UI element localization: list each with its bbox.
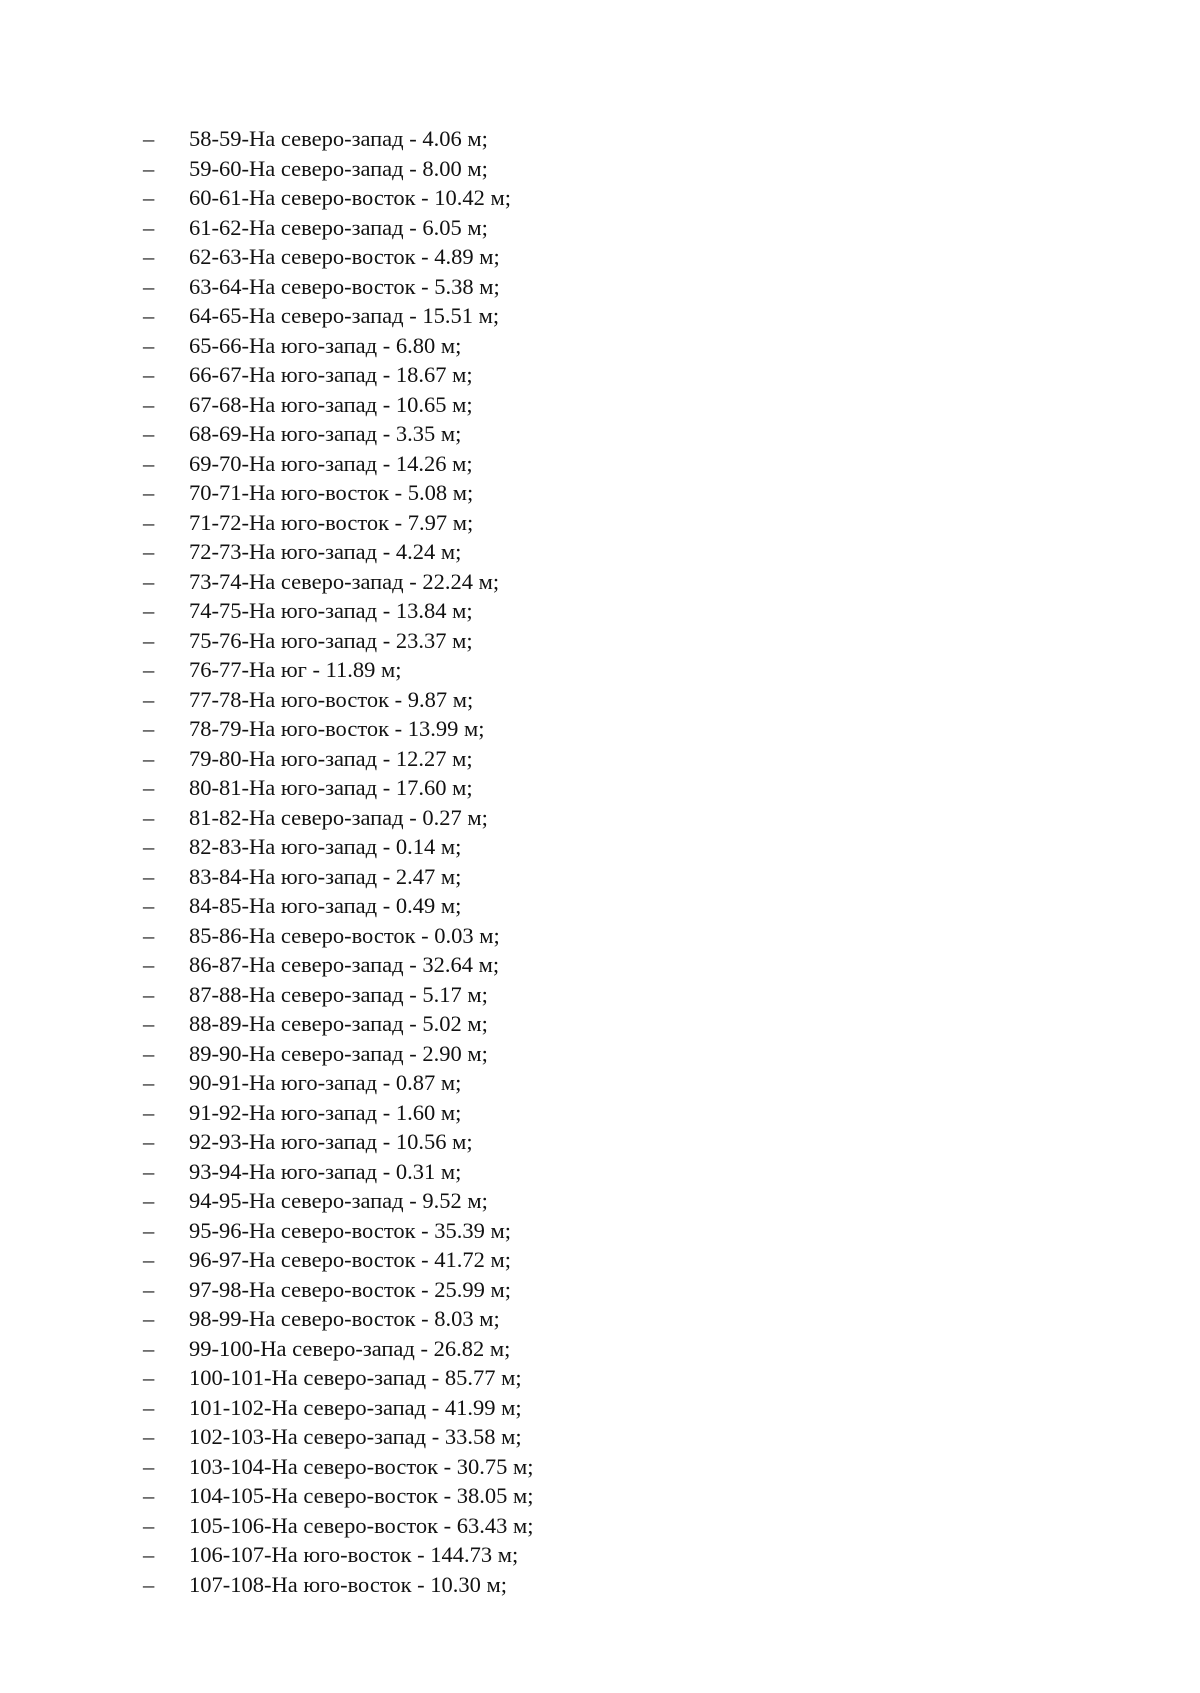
bullet-dash: – [143,1040,155,1066]
segment-text: 94-95-На северо-запад - 9.52 м; [189,1188,488,1213]
segment-text: 61-62-На северо-запад - 6.05 м; [189,214,488,240]
bullet-dash: – [143,362,155,387]
bullet-dash: – [143,480,155,505]
bullet-dash: – [143,539,155,564]
segment-text: 86-87-На северо-запад - 32.64 м; [189,952,500,977]
segment-text: 84-85-На юго-запад - 0.49 м; [189,893,462,918]
segment-text: 69-70-На юго-запад - 14.26 м; [189,450,473,476]
bullet-dash: – [143,981,155,1007]
bullet-dash: – [143,303,155,328]
bullet-dash: – [143,155,155,181]
bullet-dash: – [143,568,155,594]
segment-text: 93-94-На юго-запад - 0.31 м; [189,1158,462,1184]
segment-text: 64-65-На северо-запад - 15.51 м; [189,303,500,328]
segment-text: 99-100-На северо-запад - 26.82 м; [189,1335,511,1361]
segment-text: 85-86-На северо-восток - 0.03 м; [189,922,500,948]
bullet-dash: – [143,391,155,417]
bullet-dash: – [143,1335,155,1361]
segment-text: 75-76-На юго-запад - 23.37 м; [189,627,473,653]
bullet-dash: – [143,273,155,299]
segment-text: 67-68-На юго-запад - 10.65 м; [189,391,473,417]
segment-text: 73-74-На северо-запад - 22.24 м; [189,568,500,594]
segment-text: 103-104-На северо-восток - 30.75 м; [189,1453,534,1479]
bullet-dash: – [143,1070,155,1095]
segment-text: 74-75-На юго-запад - 13.84 м; [189,598,473,623]
bullet-dash: – [143,244,155,269]
bullet-dash: – [143,1129,155,1154]
segment-text: 98-99-На северо-восток - 8.03 м; [189,1306,500,1331]
bullet-dash: – [143,1158,155,1184]
segment-text: 102-103-На северо-запад - 33.58 м; [189,1424,522,1449]
bullet-dash: – [143,1365,155,1390]
segment-text: 89-90-На северо-запад - 2.90 м; [189,1040,488,1066]
bullet-dash: – [143,627,155,653]
bullet-dash: – [143,598,155,623]
segment-text: 82-83-На юго-запад - 0.14 м; [189,834,462,859]
segment-text: 96-97-На северо-восток - 41.72 м; [189,1247,512,1272]
bullet-dash: – [143,745,155,771]
bullet-dash: – [143,332,155,358]
segment-text: 90-91-На юго-запад - 0.87 м; [189,1070,462,1095]
segment-text: 59-60-На северо-запад - 8.00 м; [189,155,488,181]
bullet-dash: – [143,775,155,800]
segment-text: 65-66-На юго-запад - 6.80 м; [189,332,462,358]
segment-text: 107-108-На юго-восток - 10.30 м; [189,1571,508,1597]
segment-text: 63-64-На северо-восток - 5.38 м; [189,273,500,299]
bullet-dash: – [143,1394,155,1420]
bullet-dash: – [143,952,155,977]
bullet-dash: – [143,1483,155,1508]
segment-text: 92-93-На юго-запад - 10.56 м; [189,1129,473,1154]
bullet-dash: – [143,126,155,151]
segment-text: 58-59-На северо-запад - 4.06 м; [189,126,488,151]
segment-text: 105-106-На северо-восток - 63.43 м; [189,1512,534,1538]
segment-text: 72-73-На юго-запад - 4.24 м; [189,539,462,564]
bullet-dash: – [143,509,155,535]
segment-text: 97-98-На северо-восток - 25.99 м; [189,1276,512,1302]
segment-text: 68-69-На юго-запад - 3.35 м; [189,421,462,446]
bullet-dash: – [143,1542,155,1567]
segment-text: 104-105-На северо-восток - 38.05 м; [189,1483,534,1508]
bullet-dash: – [143,1099,155,1125]
bullet-dash: – [143,1424,155,1449]
bullet-dash: – [143,1276,155,1302]
segment-text: 83-84-На юго-запад - 2.47 м; [189,863,462,889]
bullet-dash: – [143,1188,155,1213]
bullet-dash: – [143,214,155,240]
segment-text: 95-96-На северо-восток - 35.39 м; [189,1217,512,1243]
segment-text: 106-107-На юго-восток - 144.73 м; [189,1542,519,1567]
segment-text: 80-81-На юго-запад - 17.60 м; [189,775,473,800]
segment-text: 77-78-На юго-восток - 9.87 м; [189,686,474,712]
bullet-dash: – [143,922,155,948]
bullet-dash: – [143,863,155,889]
bullet-dash: – [143,804,155,830]
bullet-dash: – [143,716,155,741]
segment-text: 79-80-На юго-запад - 12.27 м; [189,745,473,771]
bullet-dash: – [143,1247,155,1272]
segment-text: 91-92-На юго-запад - 1.60 м; [189,1099,462,1125]
segment-text: 88-89-На северо-запад - 5.02 м; [189,1011,488,1036]
segment-text: 78-79-На юго-восток - 13.99 м; [189,716,485,741]
segment-text: 81-82-На северо-запад - 0.27 м; [189,804,488,830]
segment-text: 71-72-На юго-восток - 7.97 м; [189,509,474,535]
bullet-dash: – [143,1453,155,1479]
bullet-dash: – [143,450,155,476]
bullet-dash: – [143,1512,155,1538]
segment-text: 70-71-На юго-восток - 5.08 м; [189,480,474,505]
bullet-dash: – [143,1306,155,1331]
segment-text: 76-77-На юг - 11.89 м; [189,657,402,682]
segment-text: 62-63-На северо-восток - 4.89 м; [189,244,500,269]
segment-text: 101-102-На северо-запад - 41.99 м; [189,1394,522,1420]
segment-text: 87-88-На северо-запад - 5.17 м; [189,981,488,1007]
bullet-dash: – [143,834,155,859]
segment-text: 60-61-На северо-восток - 10.42 м; [189,185,512,210]
segment-text: 100-101-На северо-запад - 85.77 м; [189,1365,522,1390]
bullet-dash: – [143,1217,155,1243]
bullet-dash: – [143,1571,155,1597]
segment-text: 66-67-На юго-запад - 18.67 м; [189,362,473,387]
bullet-dash: – [143,185,155,210]
bullet-dash: – [143,893,155,918]
bullet-dash: – [143,686,155,712]
bullet-dash: – [143,657,155,682]
bullet-dash: – [143,421,155,446]
bullet-dash: – [143,1011,155,1036]
